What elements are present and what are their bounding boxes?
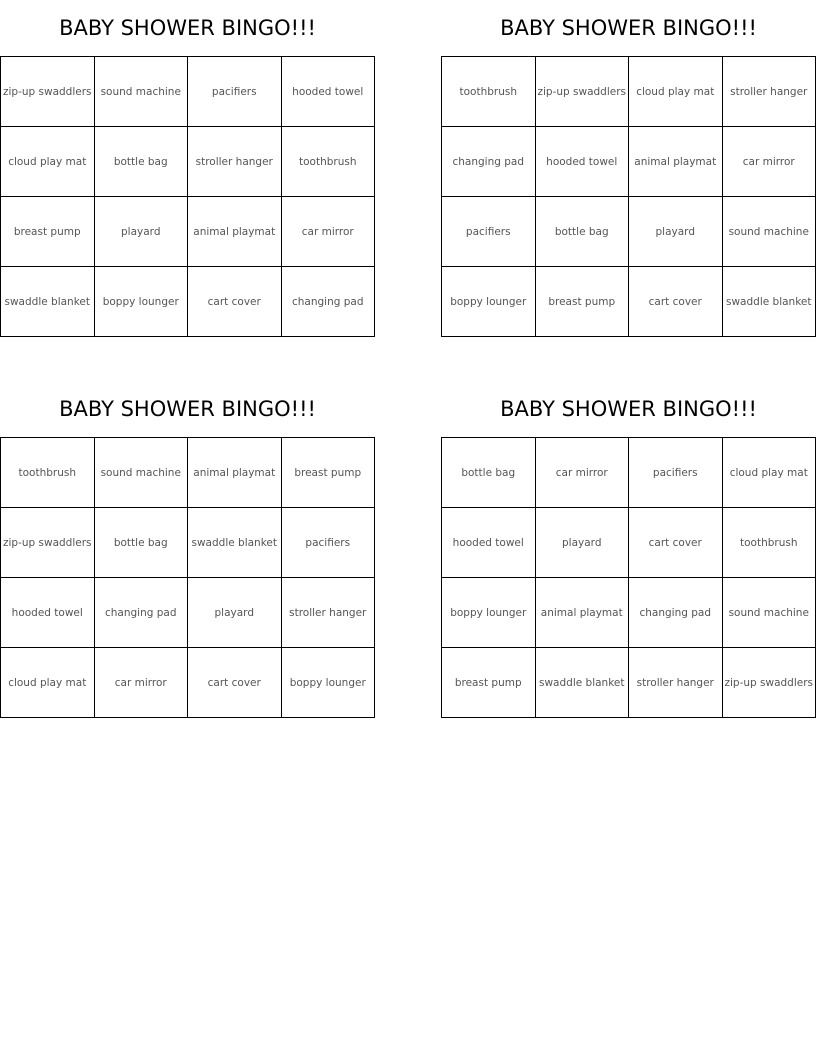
bingo-cell: swaddle blanket	[723, 267, 816, 337]
bingo-cell: car mirror	[95, 648, 189, 718]
bingo-cell: bottle bag	[95, 127, 189, 197]
bingo-cell: cart cover	[629, 508, 723, 578]
bingo-cell: hooded towel	[536, 127, 630, 197]
bingo-cell: changing pad	[282, 267, 376, 337]
bingo-cell: sound machine	[95, 438, 189, 508]
bingo-cell: animal playmat	[536, 578, 630, 648]
bingo-card	[441, 381, 816, 718]
bingo-cell: sound machine	[723, 197, 816, 267]
bingo-cell: zip-up swaddlers	[723, 648, 816, 718]
bingo-cell: playard	[95, 197, 189, 267]
bingo-grid	[441, 437, 816, 718]
bingo-card	[0, 0, 375, 337]
bingo-cell: sound machine	[723, 578, 816, 648]
bingo-cell: car mirror	[536, 438, 630, 508]
bingo-cell: stroller hanger	[723, 57, 816, 127]
bingo-cell: breast pump	[282, 438, 376, 508]
bingo-cell: swaddle blanket	[536, 648, 630, 718]
bingo-cell: breast pump	[536, 267, 630, 337]
bingo-cell: pacifiers	[188, 57, 282, 127]
bingo-cell: breast pump	[1, 197, 95, 267]
bingo-cell: playard	[536, 508, 630, 578]
bingo-cell: cloud play mat	[723, 438, 816, 508]
bingo-cell: breast pump	[442, 648, 536, 718]
bingo-cell: stroller hanger	[282, 578, 376, 648]
bingo-cell: toothbrush	[1, 438, 95, 508]
bingo-cell: swaddle blanket	[188, 508, 282, 578]
bingo-grid	[0, 56, 375, 337]
bingo-cell: toothbrush	[442, 57, 536, 127]
bingo-card	[441, 0, 816, 337]
bingo-cell: cloud play mat	[1, 648, 95, 718]
bingo-cell: stroller hanger	[188, 127, 282, 197]
bingo-cell: hooded towel	[442, 508, 536, 578]
card-title: BABY SHOWER BINGO!!!	[59, 16, 316, 40]
bingo-cell: playard	[629, 197, 723, 267]
bingo-cell: animal playmat	[188, 438, 282, 508]
bingo-cell: hooded towel	[282, 57, 376, 127]
bingo-cell: toothbrush	[723, 508, 816, 578]
bingo-cell: boppy lounger	[442, 578, 536, 648]
bingo-cell: boppy lounger	[95, 267, 189, 337]
bingo-cell: swaddle blanket	[1, 267, 95, 337]
bingo-cell: animal playmat	[188, 197, 282, 267]
bingo-cell: boppy lounger	[282, 648, 376, 718]
bingo-cell: pacifiers	[442, 197, 536, 267]
bingo-cell: cart cover	[188, 267, 282, 337]
bingo-cell: cloud play mat	[629, 57, 723, 127]
bingo-cell: car mirror	[723, 127, 816, 197]
bingo-cell: changing pad	[629, 578, 723, 648]
bingo-grid	[0, 437, 375, 718]
bingo-cell: stroller hanger	[629, 648, 723, 718]
bingo-cell: sound machine	[95, 57, 189, 127]
card-title: BABY SHOWER BINGO!!!	[59, 397, 316, 421]
card-title: BABY SHOWER BINGO!!!	[500, 16, 757, 40]
card-title: BABY SHOWER BINGO!!!	[500, 397, 757, 421]
bingo-cell: cart cover	[188, 648, 282, 718]
bingo-cell: zip-up swaddlers	[1, 508, 95, 578]
bingo-cell: bottle bag	[442, 438, 536, 508]
bingo-grid	[441, 56, 816, 337]
bingo-cell: zip-up swaddlers	[1, 57, 95, 127]
bingo-cell: hooded towel	[1, 578, 95, 648]
bingo-card	[0, 381, 375, 718]
bingo-cell: cart cover	[629, 267, 723, 337]
bingo-cell: bottle bag	[536, 197, 630, 267]
bingo-cell: bottle bag	[95, 508, 189, 578]
bingo-cell: animal playmat	[629, 127, 723, 197]
bingo-cell: changing pad	[95, 578, 189, 648]
bingo-cell: pacifiers	[282, 508, 376, 578]
bingo-cell: car mirror	[282, 197, 376, 267]
bingo-cell: changing pad	[442, 127, 536, 197]
bingo-cell: boppy lounger	[442, 267, 536, 337]
bingo-cell: cloud play mat	[1, 127, 95, 197]
bingo-cell: toothbrush	[282, 127, 376, 197]
bingo-cell: pacifiers	[629, 438, 723, 508]
bingo-cell: zip-up swaddlers	[536, 57, 630, 127]
bingo-cell: playard	[188, 578, 282, 648]
